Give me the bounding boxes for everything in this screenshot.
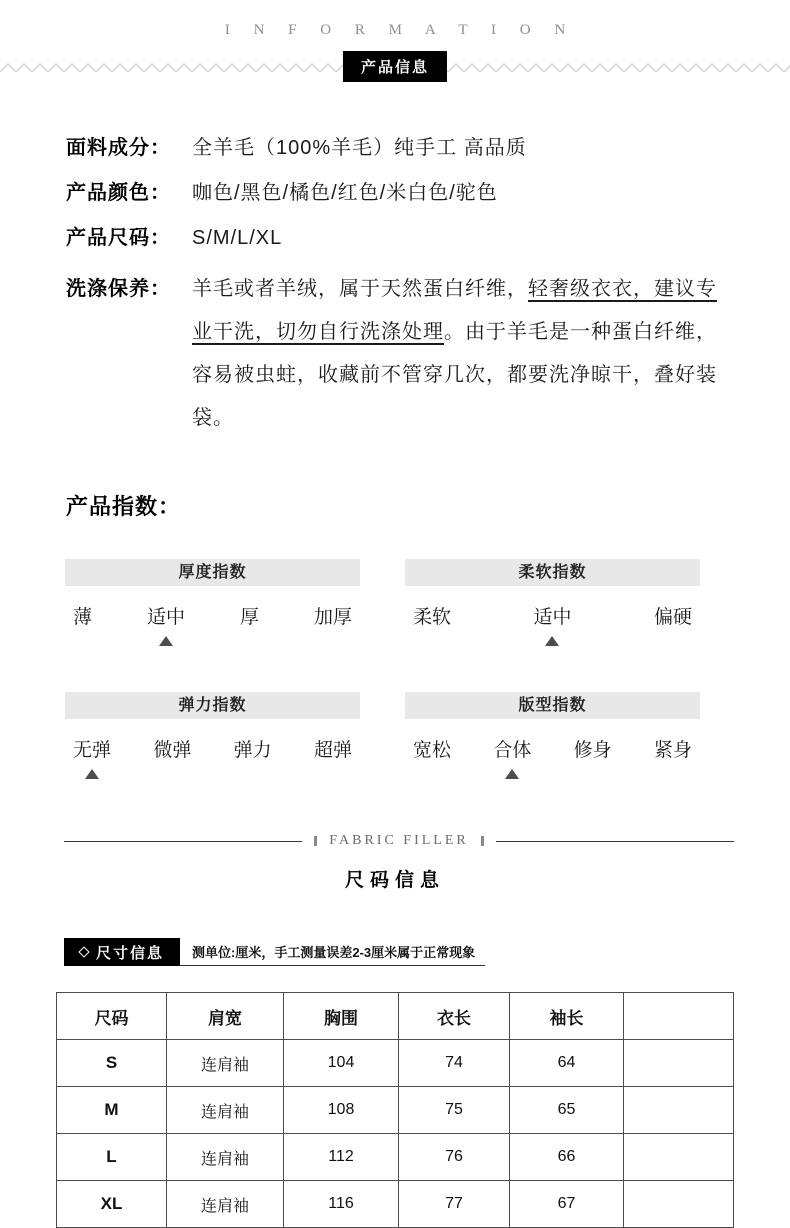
- index-option: [73, 602, 92, 646]
- col-header-sleeve: 袖长: [510, 993, 624, 1040]
- index-option-label: 超弹: [313, 740, 352, 761]
- index-group-header: 厚度指数: [65, 559, 360, 586]
- index-options: [65, 586, 360, 646]
- care-text-underlined: 轻奢级衣衣，建议专业干洗，切勿自行洗涤处理: [192, 278, 717, 343]
- spec-value: 咖色/黑色/橘色/红色/米白色/驼色: [192, 182, 498, 204]
- index-group-softness: [405, 559, 700, 646]
- cell-bust: 108: [284, 1087, 399, 1134]
- measure-badge: [64, 938, 180, 966]
- measure-badge-label: 尺寸信息: [96, 944, 165, 962]
- spec-value: [192, 268, 732, 440]
- cell-empty: [624, 1181, 734, 1228]
- col-header-size: 尺码: [57, 993, 167, 1040]
- table-row: [57, 1087, 734, 1134]
- index-options: [65, 719, 360, 779]
- index-group-fit: [405, 692, 700, 779]
- cell-length: 74: [399, 1040, 510, 1087]
- index-option: [240, 602, 259, 646]
- diamond-icon: [78, 946, 89, 957]
- index-option-label: 紧身: [653, 740, 692, 761]
- cell-empty: [624, 1134, 734, 1181]
- index-option-label: 宽松: [413, 740, 452, 761]
- selected-marker-icon: [545, 636, 559, 646]
- index-option: [533, 602, 571, 646]
- col-header-bust: 胸围: [284, 993, 399, 1040]
- care-text-1: 羊毛或者羊绒，属于天然蛋白纤维，: [192, 278, 528, 300]
- cell-length: 76: [399, 1134, 510, 1181]
- cell-length: 75: [399, 1087, 510, 1134]
- index-option: [314, 602, 352, 646]
- index-group-header: 柔软指数: [405, 559, 700, 586]
- selected-marker-icon: [505, 769, 519, 779]
- col-header-length: 衣长: [399, 993, 510, 1040]
- index-option-label: 偏硬: [653, 607, 692, 628]
- information-title: I N F O R M A T I O N: [224, 22, 576, 38]
- table-row: [57, 1040, 734, 1087]
- measure-note: 测单位:厘米，手工测量误差2-3厘米属于正常现象: [180, 938, 485, 966]
- index-option: [654, 602, 692, 646]
- spec-row-care: [66, 268, 732, 440]
- spec-value: 全羊毛（100%羊毛）纯手工 高品质: [192, 137, 527, 159]
- cell-bust: 112: [284, 1134, 399, 1181]
- spec-value: S/M/L/XL: [192, 227, 283, 249]
- measure-note-row: [64, 938, 726, 966]
- index-section-title: 产品指数：: [66, 494, 182, 519]
- index-option-label: 修身: [573, 740, 612, 761]
- index-group-header: 版型指数: [405, 692, 700, 719]
- index-option-label: 加厚: [313, 607, 352, 628]
- cell-shoulder: 连肩袖: [167, 1040, 284, 1087]
- divider-label: FABRIC FILLER: [329, 833, 469, 848]
- cell-shoulder: 连肩袖: [167, 1087, 284, 1134]
- col-header-empty: [624, 993, 734, 1040]
- cell-size: L: [57, 1134, 167, 1181]
- index-option: [654, 735, 692, 779]
- index-group-thickness: [65, 559, 360, 646]
- spec-label: 产品颜色：: [66, 182, 171, 204]
- divider-line: [496, 841, 734, 842]
- cell-sleeve: 64: [510, 1040, 624, 1087]
- index-option: [493, 735, 531, 779]
- col-header-shoulder: 肩宽: [167, 993, 284, 1040]
- spec-label: 洗涤保养：: [66, 278, 171, 300]
- divider-line: [64, 841, 302, 842]
- index-options: [405, 586, 700, 646]
- cell-shoulder: 连肩袖: [167, 1181, 284, 1228]
- index-option-label: 弹力: [233, 740, 272, 761]
- care-text-2: 。由于羊毛是一种蛋白纤维，容易被虫蛀，收藏前不管穿几次，都要洗净晾干，叠好装袋。: [192, 321, 717, 429]
- index-option: [147, 602, 185, 646]
- cell-length: 77: [399, 1181, 510, 1228]
- spec-row-color: [66, 178, 732, 208]
- index-option: [413, 602, 451, 646]
- index-option-label: 薄: [73, 607, 93, 628]
- spec-list: [66, 133, 732, 440]
- index-group-elasticity: [65, 692, 360, 779]
- table-row: [57, 1134, 734, 1181]
- cell-size: M: [57, 1087, 167, 1134]
- selected-marker-icon: [159, 636, 173, 646]
- spec-row-fabric: [66, 133, 732, 163]
- cell-empty: [624, 1087, 734, 1134]
- cell-empty: [624, 1040, 734, 1087]
- header-divider: [0, 51, 790, 87]
- index-grid: [65, 559, 790, 779]
- index-option-label: 厚: [239, 607, 259, 628]
- product-info-badge: 产品信息: [343, 51, 447, 82]
- fabric-filler-divider: [64, 833, 734, 849]
- index-option-label: 合体: [493, 740, 532, 761]
- index-option: [413, 735, 451, 779]
- cell-size: XL: [57, 1181, 167, 1228]
- cell-shoulder: 连肩袖: [167, 1134, 284, 1181]
- cell-size: S: [57, 1040, 167, 1087]
- selected-marker-icon: [85, 769, 99, 779]
- cell-bust: 116: [284, 1181, 399, 1228]
- index-group-header: 弹力指数: [65, 692, 360, 719]
- cell-sleeve: 67: [510, 1181, 624, 1228]
- index-option-label: 微弹: [153, 740, 192, 761]
- spec-row-size: [66, 223, 732, 253]
- size-table: [56, 992, 734, 1228]
- index-option-label: 无弹: [73, 740, 112, 761]
- divider-tick-icon: [481, 836, 484, 846]
- size-table-header-row: [57, 993, 734, 1040]
- size-section-title: 尺码信息: [344, 870, 445, 891]
- index-option: [574, 735, 612, 779]
- index-option-label: 适中: [146, 607, 185, 628]
- table-row: [57, 1181, 734, 1228]
- index-option: [153, 735, 191, 779]
- index-option: [234, 735, 272, 779]
- index-option-label: 适中: [533, 607, 572, 628]
- index-option-label: 柔软: [413, 607, 452, 628]
- index-options: [405, 719, 700, 779]
- index-option: [314, 735, 352, 779]
- spec-label: 产品尺码：: [66, 227, 171, 249]
- cell-sleeve: 66: [510, 1134, 624, 1181]
- divider-tick-icon: [314, 836, 317, 846]
- index-option: [73, 735, 111, 779]
- cell-sleeve: 65: [510, 1087, 624, 1134]
- cell-bust: 104: [284, 1040, 399, 1087]
- spec-label: 面料成分：: [66, 137, 171, 159]
